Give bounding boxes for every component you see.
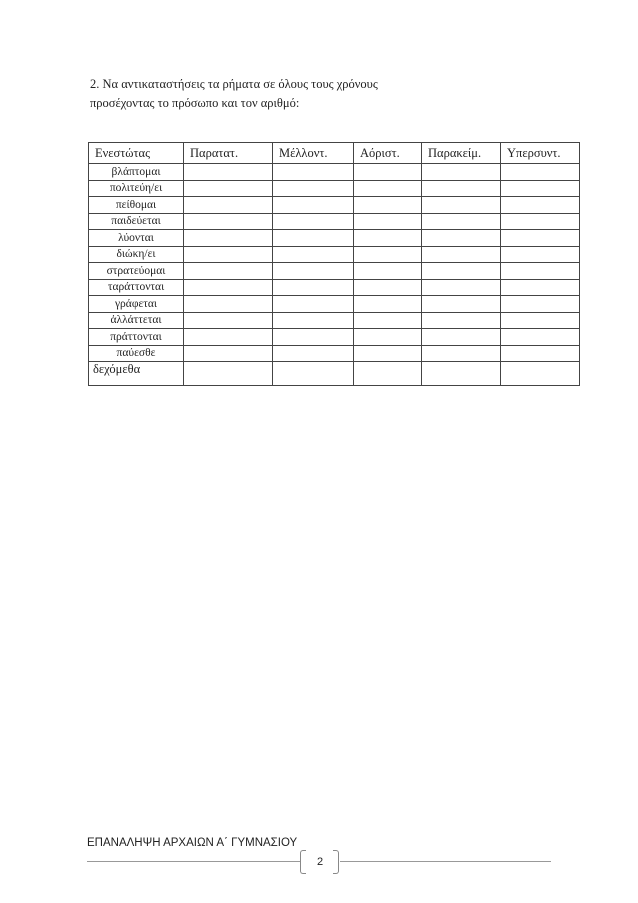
answer-cell[interactable]	[501, 312, 580, 329]
answer-cell[interactable]	[184, 329, 273, 346]
answer-cell[interactable]	[273, 263, 354, 280]
answer-cell[interactable]	[354, 312, 422, 329]
answer-cell[interactable]	[273, 296, 354, 313]
tense-header-row	[89, 143, 580, 164]
answer-cell[interactable]	[422, 312, 501, 329]
verb-cell: δεχόμεθα	[89, 362, 184, 386]
verb-row	[89, 180, 580, 197]
answer-cell[interactable]	[354, 246, 422, 263]
answer-cell[interactable]	[184, 312, 273, 329]
verb-row	[89, 362, 580, 386]
answer-cell[interactable]	[422, 345, 501, 362]
verb-cell: βλάπτομαι	[89, 164, 184, 181]
verb-row	[89, 197, 580, 214]
answer-cell[interactable]	[422, 362, 501, 386]
answer-cell[interactable]	[354, 279, 422, 296]
answer-cell[interactable]	[184, 164, 273, 181]
verb-cell: διώκη/ει	[89, 246, 184, 263]
answer-cell[interactable]	[354, 329, 422, 346]
answer-cell[interactable]	[422, 180, 501, 197]
answer-cell[interactable]	[354, 164, 422, 181]
header-pluperfect: Υπερσυντ.	[501, 143, 580, 164]
verb-row	[89, 329, 580, 346]
answer-cell[interactable]	[501, 180, 580, 197]
answer-cell[interactable]	[184, 197, 273, 214]
answer-cell[interactable]	[422, 296, 501, 313]
answer-cell[interactable]	[184, 230, 273, 247]
answer-cell[interactable]	[273, 213, 354, 230]
answer-cell[interactable]	[501, 362, 580, 386]
instruction-line-1: 2. Να αντικαταστήσεις τα ρήματα σε όλους τους χρόνους	[90, 77, 378, 91]
answer-cell[interactable]	[354, 180, 422, 197]
header-perfect: Παρακείμ.	[422, 143, 501, 164]
verb-cell: γράφεται	[89, 296, 184, 313]
answer-cell[interactable]	[273, 164, 354, 181]
answer-cell[interactable]	[422, 164, 501, 181]
verb-row	[89, 279, 580, 296]
verb-row	[89, 263, 580, 280]
answer-cell[interactable]	[273, 197, 354, 214]
verb-cell: ἀλλάττεται	[89, 312, 184, 329]
header-present: Ενεστώτας	[89, 143, 184, 164]
tense-table	[88, 142, 580, 386]
answer-cell[interactable]	[501, 230, 580, 247]
verb-row	[89, 312, 580, 329]
answer-cell[interactable]	[273, 329, 354, 346]
verb-cell: πολιτεύη/ει	[89, 180, 184, 197]
answer-cell[interactable]	[354, 362, 422, 386]
answer-cell[interactable]	[422, 230, 501, 247]
footer-title: ΕΠΑΝΑΛΗΨΗ ΑΡΧΑΙΩΝ Α΄ ΓΥΜΝΑΣΙΟΥ	[87, 837, 298, 849]
answer-cell[interactable]	[422, 279, 501, 296]
instruction-line-2: προσέχοντας το πρόσωπο και τον αριθμό:	[90, 96, 300, 110]
answer-cell[interactable]	[184, 296, 273, 313]
verb-rows	[89, 164, 580, 386]
header-future: Μέλλοντ.	[273, 143, 354, 164]
verb-row	[89, 246, 580, 263]
exercise-instruction	[90, 75, 570, 113]
verb-row	[89, 345, 580, 362]
answer-cell[interactable]	[422, 329, 501, 346]
verb-cell: πείθομαι	[89, 197, 184, 214]
verb-cell: πράττονται	[89, 329, 184, 346]
answer-cell[interactable]	[354, 197, 422, 214]
verb-cell: παιδεύεται	[89, 213, 184, 230]
answer-cell[interactable]	[273, 362, 354, 386]
answer-cell[interactable]	[184, 279, 273, 296]
footer-rule-right	[340, 861, 551, 862]
answer-cell[interactable]	[501, 345, 580, 362]
answer-cell[interactable]	[184, 345, 273, 362]
answer-cell[interactable]	[354, 213, 422, 230]
answer-cell[interactable]	[501, 246, 580, 263]
answer-cell[interactable]	[501, 197, 580, 214]
answer-cell[interactable]	[501, 164, 580, 181]
answer-cell[interactable]	[184, 246, 273, 263]
answer-cell[interactable]	[273, 279, 354, 296]
answer-cell[interactable]	[501, 263, 580, 280]
verb-cell: παύεσθε	[89, 345, 184, 362]
answer-cell[interactable]	[273, 230, 354, 247]
verb-cell: στρατεύομαι	[89, 263, 184, 280]
answer-cell[interactable]	[501, 279, 580, 296]
answer-cell[interactable]	[501, 213, 580, 230]
header-imperfect: Παρατατ.	[184, 143, 273, 164]
footer-rule-left	[87, 861, 300, 862]
verb-cell: ταράττονται	[89, 279, 184, 296]
answer-cell[interactable]	[184, 213, 273, 230]
answer-cell[interactable]	[354, 345, 422, 362]
verb-row	[89, 213, 580, 230]
answer-cell[interactable]	[273, 312, 354, 329]
answer-cell[interactable]	[501, 296, 580, 313]
answer-cell[interactable]	[422, 197, 501, 214]
header-aorist: Αόριστ.	[354, 143, 422, 164]
answer-cell[interactable]	[422, 263, 501, 280]
answer-cell[interactable]	[184, 263, 273, 280]
answer-cell[interactable]	[422, 213, 501, 230]
answer-cell[interactable]	[273, 246, 354, 263]
answer-cell[interactable]	[422, 246, 501, 263]
answer-cell[interactable]	[354, 296, 422, 313]
answer-cell[interactable]	[354, 230, 422, 247]
answer-cell[interactable]	[354, 263, 422, 280]
answer-cell[interactable]	[501, 329, 580, 346]
answer-cell[interactable]	[273, 180, 354, 197]
verb-cell: λύονται	[89, 230, 184, 247]
page-number: 2	[316, 856, 324, 868]
answer-cell[interactable]	[184, 180, 273, 197]
verb-row	[89, 296, 580, 313]
verb-row	[89, 164, 580, 181]
answer-cell[interactable]	[273, 345, 354, 362]
answer-cell[interactable]	[184, 362, 273, 386]
verb-row	[89, 230, 580, 247]
